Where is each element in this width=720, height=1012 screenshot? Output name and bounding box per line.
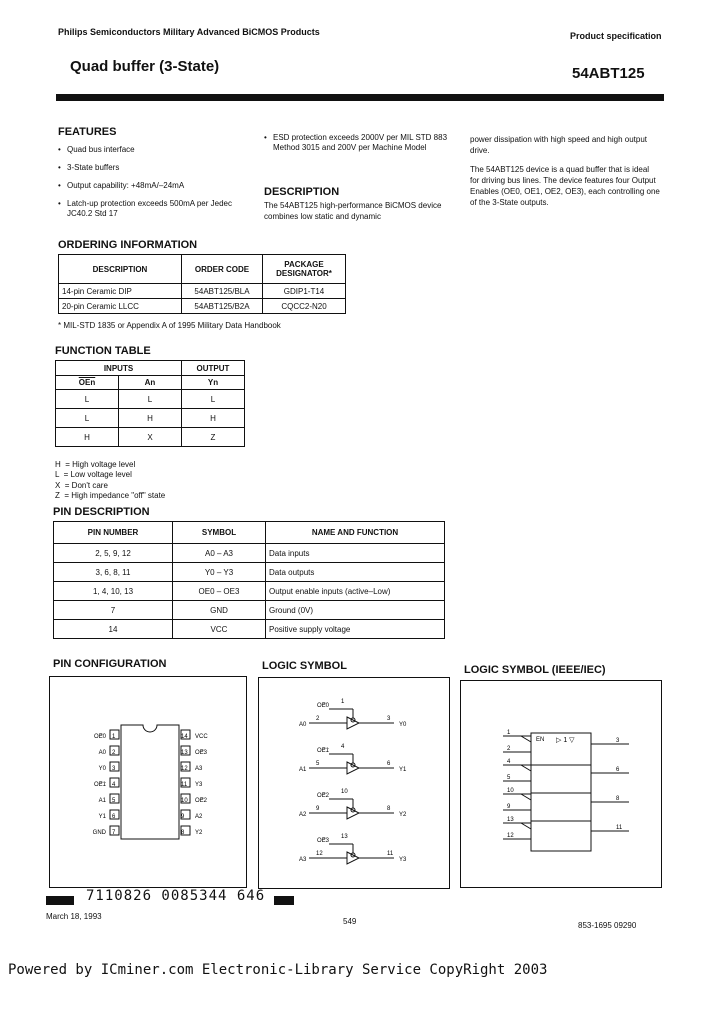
ordering-note: * MIL-STD 1835 or Appendix A of 1995 Military Data Handbook <box>58 321 281 330</box>
pin-cell: Data inputs <box>266 544 445 563</box>
logic-oe-pin: 1 <box>341 699 345 705</box>
dip-pin-number: 6 <box>112 814 116 820</box>
logic-oe-label: OE3 <box>317 838 330 844</box>
logic-buffer <box>347 807 359 819</box>
function-table-heading: FUNCTION TABLE <box>55 345 151 357</box>
features-list-cont <box>264 133 452 161</box>
ieee-input-pin: 1 <box>507 730 511 736</box>
dip-pins <box>93 730 209 836</box>
ordering-heading: ORDERING INFORMATION <box>58 239 198 251</box>
ieee-symbol-frame <box>460 680 662 888</box>
pin-config-heading: PIN CONFIGURATION <box>53 658 167 670</box>
table-row <box>54 544 445 563</box>
logic-out-label: Y3 <box>399 857 407 863</box>
function-output-header: OUTPUT <box>182 361 245 376</box>
ieee-symbol-diagram <box>461 681 661 887</box>
logic-gates <box>299 699 407 864</box>
logic-symbol-heading: LOGIC SYMBOL <box>262 660 347 672</box>
dip-pin-number: 9 <box>181 814 185 820</box>
dip-pin-name: OE2 <box>195 798 208 804</box>
table-row <box>56 390 245 409</box>
ieee-output-pin: 11 <box>616 825 623 831</box>
function-cell: L <box>56 409 119 428</box>
dip-pin-number: 3 <box>112 766 116 772</box>
pin-cell: Y0 – Y3 <box>173 563 266 582</box>
pin-cell: GND <box>173 601 266 620</box>
pin-description-table <box>53 521 445 639</box>
part-number: 54ABT125 <box>572 65 645 82</box>
logic-out-pin: 6 <box>387 761 391 767</box>
ieee-enable-marker <box>521 794 531 800</box>
dip-pin-name: A0 <box>98 750 106 756</box>
logic-buffer <box>347 762 359 774</box>
pin-cell: Data outputs <box>266 563 445 582</box>
publish-date: March 18, 1993 <box>46 912 102 921</box>
ieee-input-pin: 2 <box>507 746 511 752</box>
dip-pin-number: 12 <box>181 766 188 772</box>
function-cell: H <box>56 428 119 447</box>
logic-out-label: Y2 <box>399 812 407 818</box>
logic-in-pin: 9 <box>316 806 320 812</box>
legend-item: L = Low voltage level <box>55 470 132 479</box>
ieee-pins <box>503 730 629 839</box>
function-col-oen: $\overline{OEn}$ <box>56 376 119 390</box>
ordering-cell: 14-pin Ceramic DIP <box>59 284 182 299</box>
dip-pin-number: 7 <box>112 830 116 836</box>
logic-out-pin: 8 <box>387 806 391 812</box>
marking-code: 7110826 0085344 646 <box>86 888 266 904</box>
ieee-input-pin: 9 <box>507 804 511 810</box>
dip-pin-name: Y2 <box>195 830 203 836</box>
description-heading: DESCRIPTION <box>264 186 340 198</box>
pin-cell: 2, 5, 9, 12 <box>54 544 173 563</box>
features-list <box>58 145 248 227</box>
feature-item: • Quad bus interface <box>58 145 248 155</box>
ordering-col-order-code: ORDER CODE <box>182 255 263 284</box>
pin-col-name: NAME AND FUNCTION <box>266 522 445 544</box>
ordering-cell: 54ABT125/B2A <box>182 299 263 314</box>
header-rule <box>56 94 664 101</box>
logic-out-pin: 11 <box>387 851 394 857</box>
logic-symbol-diagram <box>259 678 449 888</box>
pin-cell: 3, 6, 8, 11 <box>54 563 173 582</box>
function-cell: H <box>119 409 182 428</box>
dip-pin-number: 5 <box>112 798 116 804</box>
function-cell: H <box>182 409 245 428</box>
logic-out-label: Y1 <box>399 767 407 773</box>
header-company: Philips Semiconductors Military Advanced BiCMOS Products <box>58 27 320 37</box>
table-row <box>54 582 445 601</box>
table-row <box>56 428 245 447</box>
dip-pin-name: Y1 <box>98 814 106 820</box>
function-inputs-header: INPUTS <box>56 361 182 376</box>
description-p1: The 54ABT125 high-performance BiCMOS device combines low static and dynamic <box>264 201 442 221</box>
doc-number: 853-1695 09290 <box>578 921 637 930</box>
features-heading: FEATURES <box>58 126 117 138</box>
logic-oe-label: OE0 <box>317 703 330 709</box>
ieee-input-pin: 13 <box>507 817 514 823</box>
dip-pin-name: Y0 <box>98 766 106 772</box>
marking-bar-left <box>46 896 74 905</box>
logic-buffer <box>347 852 359 864</box>
logic-in-pin: 5 <box>316 761 320 767</box>
pin-cell: Positive supply voltage <box>266 620 445 639</box>
logic-in-label: A3 <box>299 857 307 863</box>
ordering-cell: CQCC2-N20 <box>263 299 346 314</box>
pin-cell: 7 <box>54 601 173 620</box>
table-row <box>54 563 445 582</box>
dip-pin-number: 1 <box>112 734 116 740</box>
dip-pin-name: OE0 <box>93 734 106 740</box>
logic-in-pin: 2 <box>316 716 320 722</box>
ieee-input-pin: 5 <box>507 775 511 781</box>
pin-cell: Ground (0V) <box>266 601 445 620</box>
dip-pin-number: 4 <box>112 782 116 788</box>
logic-buffer <box>347 717 359 729</box>
dip-pin-name: OE3 <box>195 750 208 756</box>
pin-config-frame <box>49 676 247 888</box>
function-cell: L <box>182 390 245 409</box>
dip-body <box>121 725 179 839</box>
ieee-output-pin: 8 <box>616 796 620 802</box>
logic-oe-pin: 13 <box>341 834 348 840</box>
function-cell: L <box>56 390 119 409</box>
ieee-input-pin: 10 <box>507 788 514 794</box>
ordering-col-description: DESCRIPTION <box>59 255 182 284</box>
ieee-en-label: EN <box>536 737 545 743</box>
dip-pin-number: 2 <box>112 750 116 756</box>
feature-item: • Output capability: +48mA/–24mA <box>58 181 248 191</box>
function-cell: X <box>119 428 182 447</box>
footer-copyright: Powered by ICminer.com Electronic-Library Service CopyRight 2003 <box>8 962 548 978</box>
ordering-cell: GDIP1-T14 <box>263 284 346 299</box>
function-cell: L <box>119 390 182 409</box>
page-number: 549 <box>343 917 357 926</box>
dip-pin-name: A1 <box>98 798 106 804</box>
ieee-input-pin: 4 <box>507 759 511 765</box>
ordering-table <box>58 254 346 314</box>
ieee-block <box>531 733 591 851</box>
page-title: Quad buffer (3-State) <box>70 58 220 75</box>
dip-pin-name: GND <box>92 830 106 836</box>
logic-oe-pin: 4 <box>341 744 345 750</box>
dip-pin-number: 14 <box>181 734 188 740</box>
table-row <box>56 409 245 428</box>
logic-in-label: A0 <box>299 722 307 728</box>
ieee-input-pin: 12 <box>507 833 514 839</box>
function-col-yn: Yn <box>182 376 245 390</box>
header-doc-type: Product specification <box>570 31 662 41</box>
dip-pin-number: 11 <box>181 782 188 788</box>
logic-oe-label: OE1 <box>317 748 330 754</box>
feature-item: • ESD protection exceeds 2000V per MIL STD 883 Method 3015 and 200V per Machine Model <box>264 133 452 153</box>
feature-item: • 3-State buffers <box>58 163 248 173</box>
dip-package-diagram <box>50 677 246 887</box>
logic-oe-pin: 10 <box>341 789 348 795</box>
function-cell: Z <box>182 428 245 447</box>
ieee-output-pin: 3 <box>616 738 620 744</box>
ordering-cell: 54ABT125/BLA <box>182 284 263 299</box>
table-row <box>59 284 346 299</box>
dip-pin-number: 13 <box>181 750 188 756</box>
logic-in-label: A2 <box>299 812 307 818</box>
ieee-buffer-marker: ▷ 1 ▽ <box>556 737 575 744</box>
ordering-col-package: PACKAGE DESIGNATOR* <box>263 255 346 284</box>
table-row <box>54 601 445 620</box>
dip-pin-number: 10 <box>181 798 188 804</box>
logic-oe-label: OE2 <box>317 793 330 799</box>
function-legend <box>55 449 165 512</box>
logic-out-pin: 3 <box>387 716 391 722</box>
pin-cell: A0 – A3 <box>173 544 266 563</box>
dip-pin-name: A2 <box>195 814 203 820</box>
feature-item: • Latch-up protection exceeds 500mA per Jedec JC40.2 Std 17 <box>58 199 248 219</box>
ieee-enable-marker <box>521 765 531 771</box>
ordering-cell: 20-pin Ceramic LLCC <box>59 299 182 314</box>
description-p1-cont: power dissipation with high speed and high output drive. <box>470 135 648 155</box>
logic-in-pin: 12 <box>316 851 323 857</box>
dip-pin-number: 8 <box>181 830 185 836</box>
table-row <box>54 620 445 639</box>
legend-item: H = High voltage level <box>55 459 136 469</box>
dip-pin-name: A3 <box>195 766 203 772</box>
dip-pin-name: OE1 <box>93 782 106 788</box>
pin-col-symbol: SYMBOL <box>173 522 266 544</box>
pin-cell: 1, 4, 10, 13 <box>54 582 173 601</box>
ieee-enable-marker <box>521 823 531 829</box>
ieee-enable-marker <box>521 736 531 742</box>
description-p2: The 54ABT125 device is a quad buffer that is ideal for driving bus lines. The device features four Output Enables (OE0, OE1, OE2, OE3), each controlling one of the 3-State outputs. <box>470 165 660 207</box>
pin-description-heading: PIN DESCRIPTION <box>53 506 150 518</box>
pin-col-number: PIN NUMBER <box>54 522 173 544</box>
logic-symbol-frame <box>258 677 450 889</box>
pin-cell: VCC <box>173 620 266 639</box>
logic-in-label: A1 <box>299 767 307 773</box>
legend-item: X = Don't care <box>55 480 108 490</box>
function-table <box>55 360 245 447</box>
dip-pin-name: VCC <box>195 734 208 740</box>
dip-pin-name: Y3 <box>195 782 203 788</box>
table-row <box>59 299 346 314</box>
logic-out-label: Y0 <box>399 722 407 728</box>
ieee-output-pin: 6 <box>616 767 620 773</box>
function-col-an: An <box>119 376 182 390</box>
pin-cell: OE0 – OE3 <box>173 582 266 601</box>
marking-bar-right <box>274 896 294 905</box>
ieee-symbol-heading: LOGIC SYMBOL (IEEE/IEC) <box>464 664 606 676</box>
pin-cell: 14 <box>54 620 173 639</box>
pin-cell: Output enable inputs (active–Low) <box>266 582 445 601</box>
legend-item: Z = High impedance "off" state <box>55 491 166 500</box>
